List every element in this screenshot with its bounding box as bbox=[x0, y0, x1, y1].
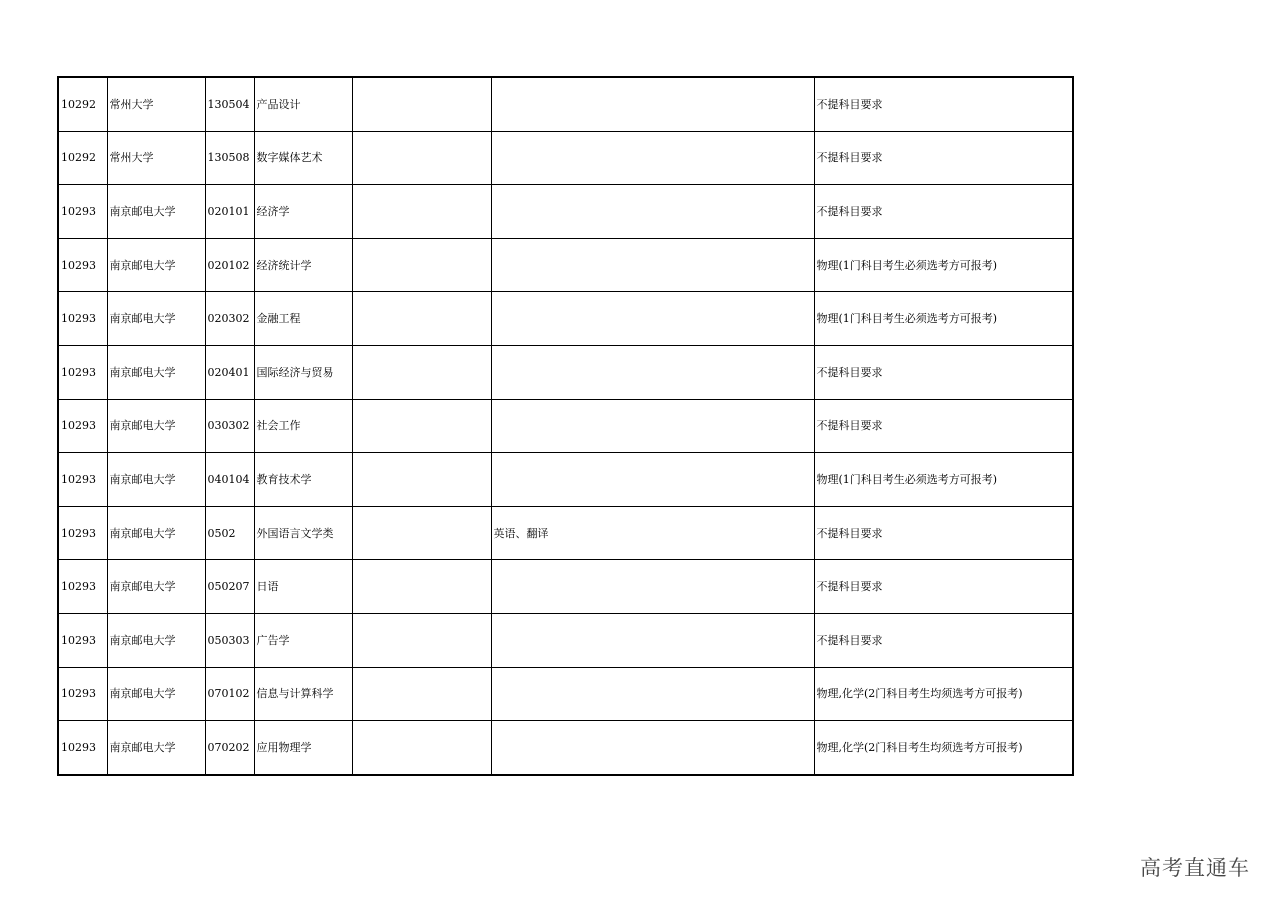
major-name-cell: 外国语言文学类 bbox=[254, 506, 352, 560]
major-name-cell: 产品设计 bbox=[254, 77, 352, 131]
major-name-cell: 广告学 bbox=[254, 613, 352, 667]
school-code-cell: 10292 bbox=[58, 131, 107, 185]
table-row bbox=[58, 238, 1073, 292]
school-name-cell: 南京邮电大学 bbox=[107, 506, 205, 560]
major-code-cell: 070202 bbox=[205, 721, 254, 775]
major-code-cell: 070102 bbox=[205, 667, 254, 721]
included-majors-cell bbox=[491, 345, 814, 399]
remark-cell bbox=[352, 506, 491, 560]
table-body bbox=[58, 77, 1073, 775]
school-code-cell: 10293 bbox=[58, 399, 107, 453]
major-code-cell: 050303 bbox=[205, 613, 254, 667]
major-code-cell: 040104 bbox=[205, 453, 254, 507]
table-row bbox=[58, 292, 1073, 346]
subject-requirement-cell: 不提科目要求 bbox=[814, 185, 1073, 239]
remark-cell bbox=[352, 185, 491, 239]
included-majors-cell bbox=[491, 238, 814, 292]
watermark-text: 高考直通车 bbox=[1140, 856, 1250, 880]
major-code-cell: 0502 bbox=[205, 506, 254, 560]
school-name-cell: 南京邮电大学 bbox=[107, 560, 205, 614]
major-code-cell: 030302 bbox=[205, 399, 254, 453]
school-name-cell: 常州大学 bbox=[107, 131, 205, 185]
table-row bbox=[58, 560, 1073, 614]
requirements-table bbox=[57, 76, 1074, 776]
school-code-cell: 10293 bbox=[58, 453, 107, 507]
remark-cell bbox=[352, 613, 491, 667]
school-name-cell: 南京邮电大学 bbox=[107, 345, 205, 399]
major-name-cell: 信息与计算科学 bbox=[254, 667, 352, 721]
major-code-cell: 020302 bbox=[205, 292, 254, 346]
table-row bbox=[58, 506, 1073, 560]
major-code-cell: 050207 bbox=[205, 560, 254, 614]
included-majors-cell bbox=[491, 292, 814, 346]
table-row bbox=[58, 453, 1073, 507]
major-code-cell: 020401 bbox=[205, 345, 254, 399]
included-majors-cell: 英语、翻译 bbox=[491, 506, 814, 560]
school-code-cell: 10293 bbox=[58, 238, 107, 292]
subject-requirement-cell: 不提科目要求 bbox=[814, 399, 1073, 453]
major-name-cell: 社会工作 bbox=[254, 399, 352, 453]
remark-cell bbox=[352, 77, 491, 131]
included-majors-cell bbox=[491, 131, 814, 185]
included-majors-cell bbox=[491, 399, 814, 453]
subject-requirement-cell: 不提科目要求 bbox=[814, 506, 1073, 560]
subject-requirement-cell: 物理(1门科目考生必须选考方可报考) bbox=[814, 238, 1073, 292]
major-code-cell: 020102 bbox=[205, 238, 254, 292]
remark-cell bbox=[352, 292, 491, 346]
remark-cell bbox=[352, 238, 491, 292]
school-code-cell: 10293 bbox=[58, 345, 107, 399]
school-name-cell: 南京邮电大学 bbox=[107, 292, 205, 346]
school-name-cell: 南京邮电大学 bbox=[107, 613, 205, 667]
table-row bbox=[58, 345, 1073, 399]
table-row bbox=[58, 185, 1073, 239]
major-name-cell: 经济学 bbox=[254, 185, 352, 239]
subject-requirement-cell: 不提科目要求 bbox=[814, 560, 1073, 614]
remark-cell bbox=[352, 131, 491, 185]
subject-requirement-cell: 不提科目要求 bbox=[814, 77, 1073, 131]
subject-requirement-cell: 物理,化学(2门科目考生均须选考方可报考) bbox=[814, 721, 1073, 775]
subject-requirement-cell: 物理(1门科目考生必须选考方可报考) bbox=[814, 453, 1073, 507]
subject-requirement-cell: 物理(1门科目考生必须选考方可报考) bbox=[814, 292, 1073, 346]
school-code-cell: 10293 bbox=[58, 506, 107, 560]
included-majors-cell bbox=[491, 185, 814, 239]
school-code-cell: 10293 bbox=[58, 721, 107, 775]
school-code-cell: 10293 bbox=[58, 292, 107, 346]
major-code-cell: 130508 bbox=[205, 131, 254, 185]
subject-requirement-cell: 不提科目要求 bbox=[814, 345, 1073, 399]
included-majors-cell bbox=[491, 453, 814, 507]
school-name-cell: 常州大学 bbox=[107, 77, 205, 131]
major-name-cell: 经济统计学 bbox=[254, 238, 352, 292]
major-name-cell: 数字媒体艺术 bbox=[254, 131, 352, 185]
remark-cell bbox=[352, 399, 491, 453]
included-majors-cell bbox=[491, 721, 814, 775]
remark-cell bbox=[352, 453, 491, 507]
remark-cell bbox=[352, 721, 491, 775]
table-row bbox=[58, 721, 1073, 775]
remark-cell bbox=[352, 667, 491, 721]
school-name-cell: 南京邮电大学 bbox=[107, 185, 205, 239]
remark-cell bbox=[352, 345, 491, 399]
school-code-cell: 10293 bbox=[58, 185, 107, 239]
school-name-cell: 南京邮电大学 bbox=[107, 453, 205, 507]
included-majors-cell bbox=[491, 77, 814, 131]
included-majors-cell bbox=[491, 667, 814, 721]
table-row bbox=[58, 613, 1073, 667]
school-name-cell: 南京邮电大学 bbox=[107, 238, 205, 292]
subject-requirement-cell: 物理,化学(2门科目考生均须选考方可报考) bbox=[814, 667, 1073, 721]
subject-requirement-cell: 不提科目要求 bbox=[814, 613, 1073, 667]
major-code-cell: 130504 bbox=[205, 77, 254, 131]
table-row bbox=[58, 77, 1073, 131]
school-code-cell: 10293 bbox=[58, 560, 107, 614]
included-majors-cell bbox=[491, 613, 814, 667]
school-code-cell: 10293 bbox=[58, 667, 107, 721]
table-row bbox=[58, 667, 1073, 721]
major-name-cell: 金融工程 bbox=[254, 292, 352, 346]
included-majors-cell bbox=[491, 560, 814, 614]
remark-cell bbox=[352, 560, 491, 614]
major-name-cell: 教育技术学 bbox=[254, 453, 352, 507]
table-row bbox=[58, 131, 1073, 185]
table-row bbox=[58, 399, 1073, 453]
subject-requirement-cell: 不提科目要求 bbox=[814, 131, 1073, 185]
school-name-cell: 南京邮电大学 bbox=[107, 667, 205, 721]
major-code-cell: 020101 bbox=[205, 185, 254, 239]
school-code-cell: 10293 bbox=[58, 613, 107, 667]
school-name-cell: 南京邮电大学 bbox=[107, 721, 205, 775]
major-name-cell: 国际经济与贸易 bbox=[254, 345, 352, 399]
school-name-cell: 南京邮电大学 bbox=[107, 399, 205, 453]
major-name-cell: 应用物理学 bbox=[254, 721, 352, 775]
major-name-cell: 日语 bbox=[254, 560, 352, 614]
school-code-cell: 10292 bbox=[58, 77, 107, 131]
